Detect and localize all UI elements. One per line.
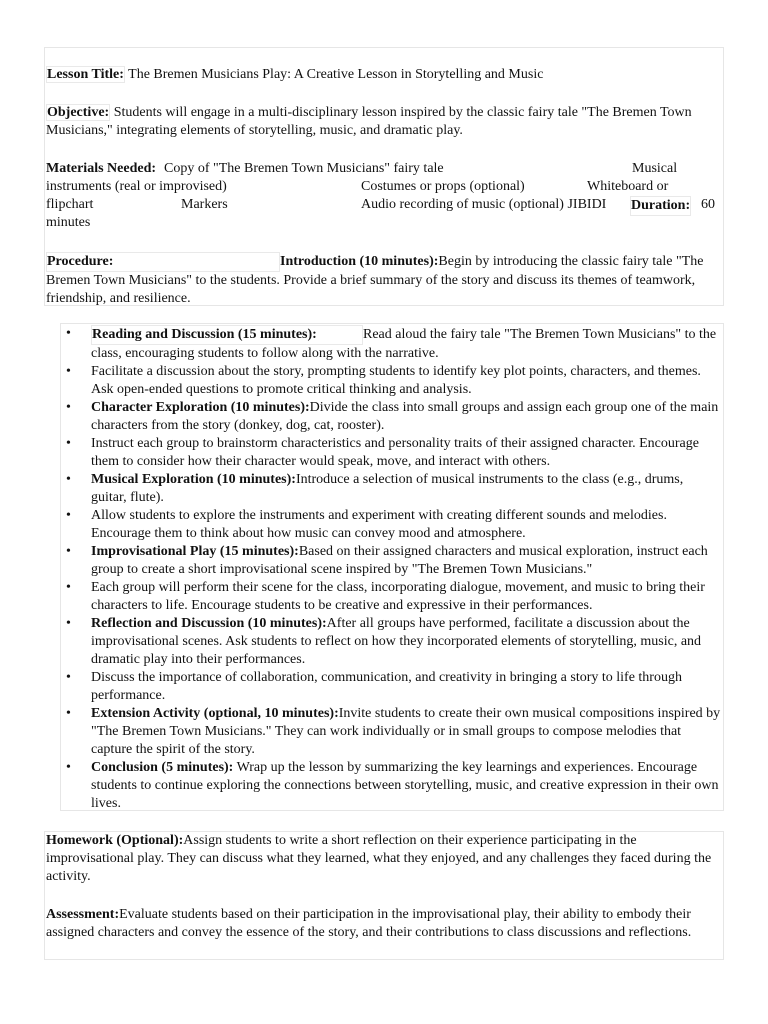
procedure-step-text: Instruct each group to brainstorm characteristics and personality traits of their assigned character. Encourage them to consider how their character would speak, move, and interact with others.	[91, 436, 699, 469]
duration-label: Duration:	[630, 196, 691, 216]
procedure-step-text: Divide the class into small groups and assign each group one of the main characters from the story (donkey, dog, cat, rooster).	[91, 400, 719, 433]
objective-label: Objective:	[47, 105, 110, 120]
procedure-step-label: Reflection and Discussion (10 minutes):	[91, 616, 327, 631]
assessment-paragraph	[46, 906, 722, 942]
duration-unit: minutes	[46, 215, 91, 230]
procedure-step	[62, 615, 722, 669]
procedure-step	[62, 363, 722, 399]
procedure-step-text: Based on their assigned characters and musical exploration, instruct each group to create a short improvisational scene inspired by "The Bremen Town Musicians."	[91, 544, 708, 577]
material-item: instruments (real or improvised)	[46, 179, 227, 194]
procedure-step	[62, 705, 722, 759]
material-item: Whiteboard or	[587, 179, 669, 194]
procedure-step	[62, 399, 722, 435]
lesson-title-line	[46, 66, 722, 84]
procedure-step	[62, 669, 722, 705]
procedure-step	[62, 579, 722, 615]
procedure-step-label: Reading and Discussion (15 minutes):	[91, 325, 363, 345]
procedure-step-text: Facilitate a discussion about the story, prompting students to identify key plot points, characters, and themes. Ask open-ended questions to promote critical thinking and analysis.	[91, 364, 701, 397]
materials-label: Materials Needed:	[46, 161, 157, 176]
lesson-title-label: Lesson Title:	[47, 67, 124, 82]
homework-text: Assign students to write a short reflection on their experience participating in the improvisational play. They can discuss what they learned, what they enjoyed, and any challenges they faced during the activity.	[46, 833, 712, 884]
material-item: Markers	[181, 197, 228, 212]
procedure-step-text: Invite students to create their own musical compositions inspired by "The Bremen Town Musicians." They can work individually or in small groups to compose melodies that capture the spirit of the story.	[91, 706, 721, 757]
procedure-step	[62, 435, 722, 471]
procedure-step	[62, 759, 722, 813]
procedure-step-text: Each group will perform their scene for the class, incorporating dialogue, movement, and music to bring their characters to life. Encourage students to be creative and expressive in their performances.	[91, 580, 705, 613]
objective-paragraph	[46, 104, 722, 140]
material-item: Musical	[632, 161, 678, 176]
procedure-step-text: Wrap up the lesson by summarizing the key learnings and experiences. Encourage students to continue exploring the connections between storytelling, music, and creative expression in their own lives.	[91, 760, 719, 811]
procedure-step	[62, 507, 722, 543]
procedure-paragraph	[46, 252, 722, 308]
procedure-step-label: Character Exploration (10 minutes):	[91, 400, 310, 415]
procedure-step-text: Introduce a selection of musical instruments to the class (e.g., drums, guitar, flute).	[91, 472, 684, 505]
procedure-step-label: Improvisational Play (15 minutes):	[91, 544, 299, 559]
assessment-label: Assessment:	[46, 907, 120, 922]
procedure-step-text: Discuss the importance of collaboration, communication, and creativity in bringing a story to life through performance.	[91, 670, 682, 703]
procedure-step-text: Allow students to explore the instruments and experiment with creating different sounds and melodies. Encourage them to think about how music can convey mood and atmosphere.	[91, 508, 667, 541]
procedure-step-label: Conclusion (5 minutes):	[91, 760, 234, 775]
procedure-steps-list	[62, 325, 722, 813]
objective-text: Students will engage in a multi-disciplinary lesson inspired by the classic fairy tale "The Bremen Town Musicians," integrating elements of storytelling, music, and dramatic play.	[46, 105, 692, 138]
duration-value: 60	[701, 197, 715, 212]
procedure-step	[62, 543, 722, 579]
procedure-step-text: After all groups have performed, facilitate a discussion about the improvisational scenes. Ask students to reflect on how they incorporated elements of storytelling, music, and dramatic play into their performances.	[91, 616, 702, 667]
lesson-title: The Bremen Musicians Play: A Creative Lesson in Storytelling and Music	[128, 67, 544, 82]
procedure-step-label: Extension Activity (optional, 10 minutes):	[91, 706, 339, 721]
material-item: Copy of "The Bremen Town Musicians" fairy tale	[164, 161, 444, 176]
homework-label: Homework (Optional):	[46, 833, 184, 848]
procedure-step	[62, 325, 722, 363]
procedure-label: Procedure:	[46, 252, 280, 272]
material-item: Costumes or props (optional)	[361, 179, 525, 194]
assessment-text: Evaluate students based on their participation in the improvisational play, their ability to embody their assigned characters and convey the essence of the story, and their contributions to class discussions and reflections.	[46, 907, 692, 940]
intro-text: Begin by introducing the classic fairy tale "The Bremen Town Musicians" to the students. Provide a brief summary of the story and discuss its themes of teamwork, friendship, and resilience.	[46, 254, 704, 306]
intro-label: Introduction (10 minutes):	[280, 254, 439, 269]
material-item: Audio recording of music (optional) JIBIDI	[361, 197, 607, 212]
homework-paragraph	[46, 832, 722, 886]
procedure-step-label: Musical Exploration (10 minutes):	[91, 472, 296, 487]
procedure-step-text: Read aloud the fairy tale "The Bremen Town Musicians" to the class, encouraging students to follow along with the narrative.	[91, 327, 717, 361]
materials-section	[46, 160, 722, 232]
procedure-step	[62, 471, 722, 507]
material-item: flipchart	[46, 197, 94, 212]
